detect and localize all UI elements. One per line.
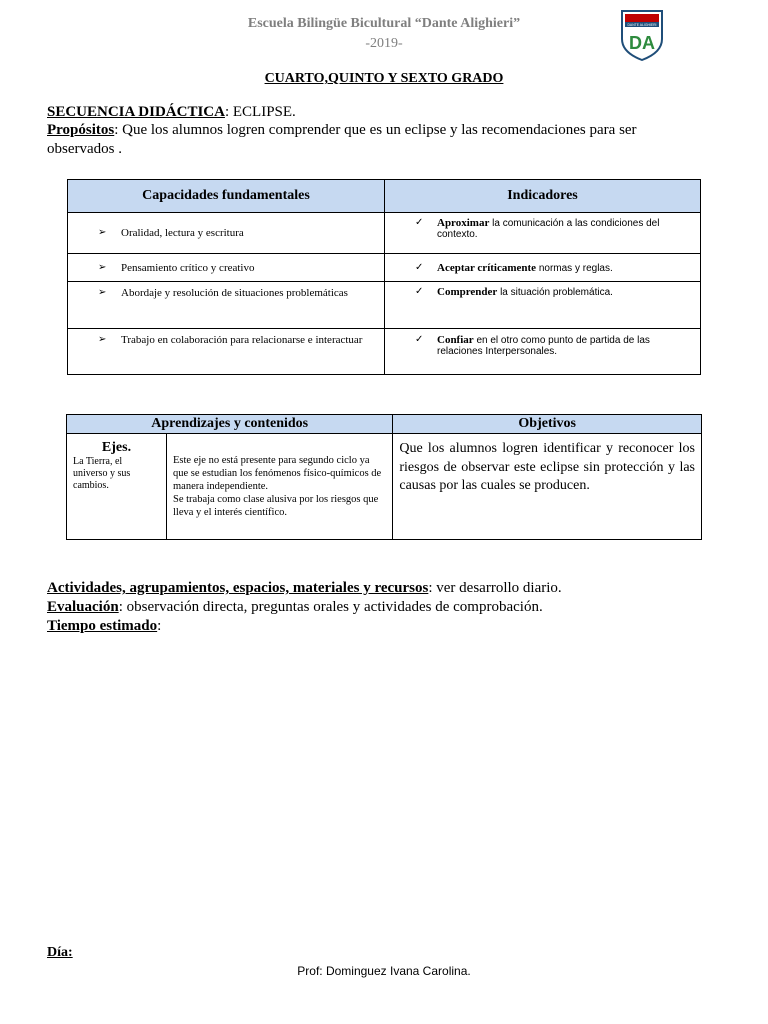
content-paragraph: Se trabaja como clase alusiva por los riesgos que lleva y el interés científico. [173, 494, 379, 518]
content-paragraph: Este eje no está presente para segundo ciclo ya que se estudian los fenómenos físico-químicos de manera independiente. [173, 455, 382, 492]
school-year: -2019- [365, 36, 403, 51]
indicator-cell [385, 329, 701, 375]
ejes-text: La Tierra, el universo y sus cambios. [73, 456, 131, 491]
indicator-bold: Confiar [437, 334, 474, 346]
table-row [68, 329, 701, 375]
indicator-cell [385, 254, 701, 282]
table-row [68, 254, 701, 282]
indicators-header: Indicadores [385, 180, 701, 213]
capacity-text: Pensamiento crítico y creativo [121, 261, 255, 274]
capacity-cell [68, 282, 385, 329]
purposes-text: : Que los alumnos logren comprender que es un eclipse y las recomendaciones para ser [114, 122, 637, 138]
school-name: Escuela Bilingüe Bicultural “Dante Alighieri” [247, 16, 521, 31]
evaluation-line [47, 598, 707, 616]
evaluation-label: Evaluación [47, 599, 119, 615]
activities-label: Actividades, agrupamientos, espacios, materiales y recursos [47, 580, 429, 596]
capacity-text: Abordaje y resolución de situaciones problemáticas [121, 287, 348, 299]
activities-line [47, 579, 707, 597]
indicator-text: normas y reglas. [536, 262, 613, 274]
indicator-text: la comunicación a las condiciones del contexto. [437, 218, 660, 240]
teacher-name: Prof: Dominguez Ivana Carolina. [297, 964, 471, 978]
arrow-bullet-icon: ➢ [98, 334, 107, 345]
arrow-bullet-icon: ➢ [98, 261, 107, 273]
sequence-sep: : [224, 104, 233, 120]
check-icon: ✓ [415, 334, 424, 345]
school-logo [620, 9, 664, 61]
capacities-header: Capacidades fundamentales [68, 180, 385, 213]
activities-value: : ver desarrollo diario. [428, 580, 562, 596]
arrow-bullet-icon: ➢ [98, 287, 107, 298]
learning-header: Aprendizajes y contenidos [67, 415, 393, 434]
capacity-text: Trabajo en colaboración para relacionarse e interactuar [121, 334, 363, 346]
capacity-cell [68, 254, 385, 282]
arrow-bullet-icon: ➢ [98, 227, 107, 238]
indicator-text: en el otro como punto de partida de las relaciones Interpersonales. [437, 335, 650, 357]
learning-table [66, 414, 702, 540]
capacity-cell [68, 329, 385, 375]
purposes-line [47, 121, 707, 139]
table-row [68, 213, 701, 254]
sequence-label: SECUENCIA DIDÁCTICA [47, 104, 225, 120]
check-icon: ✓ [415, 261, 424, 273]
objective-cell [393, 434, 702, 540]
day-label: Día: [47, 945, 73, 960]
ejes-title: Ejes. [101, 440, 132, 455]
indicator-bold: Aceptar críticamente [437, 261, 537, 274]
purposes-label: Propósitos [47, 122, 115, 138]
ejes-cell [67, 434, 167, 540]
time-label: Tiempo estimado [47, 618, 158, 634]
table-row [67, 434, 702, 540]
indicator-cell [385, 282, 701, 329]
content-cell [167, 434, 393, 540]
time-line [47, 617, 707, 635]
indicator-text: la situación problemática. [497, 287, 613, 298]
check-icon: ✓ [415, 286, 424, 297]
objectives-header: Objetivos [393, 415, 702, 434]
purposes-line-2: observados . [47, 141, 122, 157]
svg-text:DANTE ALIGHIERI: DANTE ALIGHIERI [627, 23, 657, 27]
indicator-cell [385, 213, 701, 254]
capacity-cell [68, 213, 385, 254]
check-icon: ✓ [415, 217, 424, 228]
time-value: : [157, 618, 162, 634]
sequence-value: ECLIPSE. [232, 104, 296, 120]
indicator-bold: Comprender [437, 286, 498, 298]
svg-text:DA: DA [629, 33, 655, 53]
capacity-text: Oralidad, lectura y escritura [121, 227, 244, 239]
objective-text: Que los alumnos logren identificar y reconocer los riesgos de observar este eclipse sin protección y las causas por las cuales se producen. [399, 441, 695, 493]
grade-title: CUARTO,QUINTO Y SEXTO GRADO [264, 71, 504, 86]
indicator-bold: Aproximar [437, 217, 490, 229]
capacities-table [67, 179, 701, 375]
table-row [68, 282, 701, 329]
sequence-line [47, 103, 707, 121]
evaluation-value: : observación directa, preguntas orales y actividades de comprobación. [118, 599, 543, 615]
